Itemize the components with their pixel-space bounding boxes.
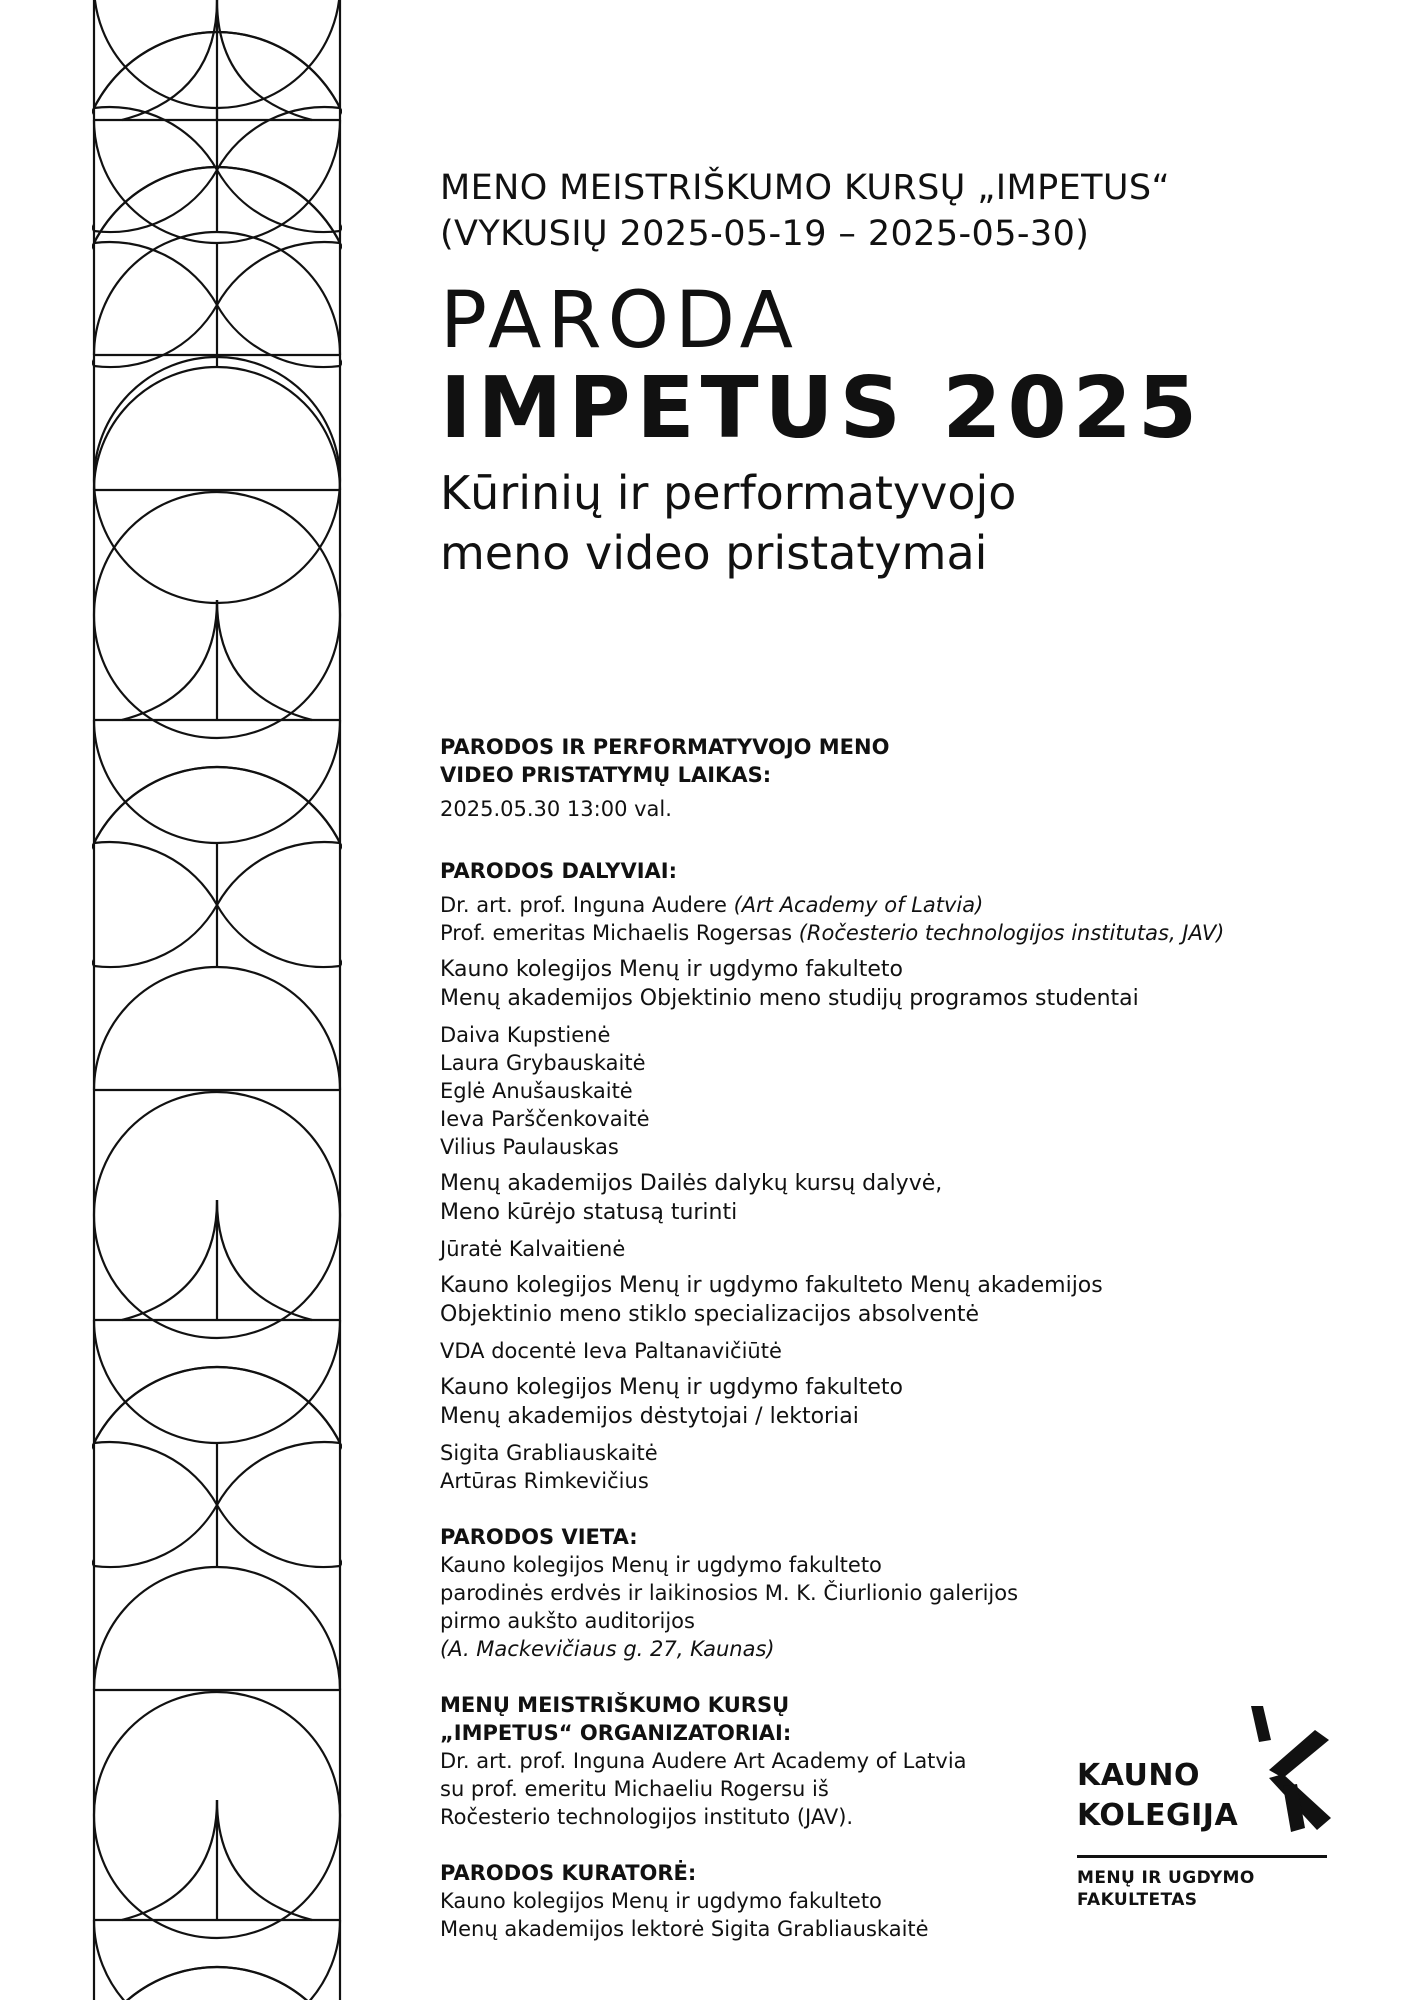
logo-word-2: KOLEGIJA (1077, 1798, 1239, 1833)
venue-line: parodinės erdvės ir laikinosios M. K. Čiurlionio galerijos (440, 1581, 1019, 1605)
logo-word-1: KAUNO (1077, 1758, 1201, 1793)
organizers-line: Dr. art. prof. Inguna Audere Art Academy of Latvia (440, 1749, 967, 1773)
organizers-line: su prof. emeritu Michaeliu Rogersu iš (440, 1777, 829, 1801)
group-3-line-2: Objektinio meno stiklo specializacijos absolventė (440, 1302, 980, 1327)
group-3-line-1: Kauno kolegijos Menų ir ugdymo fakulteto Menų akademijos (440, 1273, 1103, 1298)
group-4-line-1: Kauno kolegijos Menų ir ugdymo fakulteto (440, 1375, 903, 1400)
subtitle-line-1: Kūrinių ir performatyvojo (440, 466, 1017, 520)
guest-2-affiliation: (Ročesterio technologijos institutas, JAV) (798, 921, 1225, 945)
group-2-line-1: Menų akademijos Dailės dalykų kursų dalyvė, (440, 1171, 943, 1196)
group-2-names (440, 1227, 1340, 1263)
subtitle (440, 463, 1340, 583)
kauno-kolegija-logo (1075, 1700, 1335, 1910)
curator-line: Kauno kolegijos Menų ir ugdymo fakulteto (440, 1889, 882, 1913)
participant-name: Eglė Anušauskaitė (440, 1079, 633, 1103)
guest-1 (440, 891, 1340, 919)
group-1-line-1: Kauno kolegijos Menų ir ugdymo fakulteto (440, 957, 903, 982)
group-4-names (440, 1431, 1340, 1495)
venue-label: PARODOS VIETA: (440, 1525, 638, 1549)
group-3-title (440, 1263, 1340, 1329)
group-3-names (440, 1329, 1340, 1365)
participant-name: Vilius Paulauskas (440, 1135, 619, 1159)
organizers-line: Ročesterio technologijos instituto (JAV). (440, 1805, 854, 1829)
venue-line: Kauno kolegijos Menų ir ugdymo fakulteto (440, 1553, 882, 1577)
title-main: IMPETUS 2025 (440, 359, 1203, 458)
time-label-1: PARODOS IR PERFORMATYVOJO MENO (440, 735, 890, 759)
group-1-names (440, 1013, 1340, 1161)
time-value: 2025.05.30 13:00 val. (440, 797, 672, 821)
curator-label: PARODOS KURATORĖ: (440, 1861, 697, 1885)
group-2-title (440, 1161, 1340, 1227)
curator-line: Menų akademijos lektorė Sigita Grabliauskaitė (440, 1917, 929, 1941)
group-4-title (440, 1365, 1340, 1431)
guest-2 (440, 919, 1340, 947)
poster-content (440, 165, 1340, 1943)
logo-sub-1: MENŲ IR UGDYMO (1077, 1868, 1255, 1888)
participant-name: Laura Grybauskaitė (440, 1051, 646, 1075)
participant-name: VDA docentė Ieva Paltanavičiūtė (440, 1339, 782, 1363)
logo-divider (1077, 1855, 1327, 1858)
participant-name: Sigita Grabliauskaitė (440, 1441, 658, 1465)
venue-line: pirmo aukšto auditorijos (440, 1609, 695, 1633)
participant-name: Artūras Rimkevičius (440, 1469, 649, 1493)
venue-address (440, 1635, 1340, 1663)
time-label-2: VIDEO PRISTATYMŲ LAIKAS: (440, 763, 772, 787)
k-mark-icon (1243, 1700, 1333, 1840)
guest-1-name: Dr. art. prof. Inguna Audere (440, 893, 727, 917)
subtitle-line-2: meno video pristatymai (440, 526, 988, 580)
participant-name: Jūratė Kalvaitienė (440, 1237, 626, 1261)
header-line-1: MENO MEISTRIŠKUMO KURSŲ „IMPETUS“ (440, 168, 1171, 208)
guest-2-name: Prof. emeritas Michaelis Rogersas (440, 921, 793, 945)
logo-sub-2: FAKULTETAS (1077, 1890, 1198, 1910)
participants-label: PARODOS DALYVIAI: (440, 859, 677, 883)
guest-1-affiliation: (Art Academy of Latvia) (733, 893, 984, 917)
participant-name: Daiva Kupstienė (440, 1023, 611, 1047)
group-2-line-2: Meno kūrėjo statusą turinti (440, 1200, 738, 1225)
organizers-label-2: „IMPETUS“ ORGANIZATORIAI: (440, 1721, 792, 1745)
header-line-2: (VYKUSIŲ 2025-05-19 – 2025-05-30) (440, 214, 1090, 254)
group-4-line-2: Menų akademijos dėstytojai / lektoriai (440, 1404, 859, 1429)
decorative-geometric-band (92, 0, 342, 2000)
group-1-title (440, 947, 1340, 1013)
participant-name: Ieva Parščenkovaitė (440, 1107, 650, 1131)
venue-address-text: (A. Mackevičiaus g. 27, Kaunas) (440, 1637, 775, 1661)
group-1-line-2: Menų akademijos Objektinio meno studijų programos studentai (440, 986, 1139, 1011)
organizers-label-1: MENŲ MEISTRIŠKUMO KURSŲ (440, 1693, 790, 1717)
title-paroda: PARODA (440, 276, 800, 366)
